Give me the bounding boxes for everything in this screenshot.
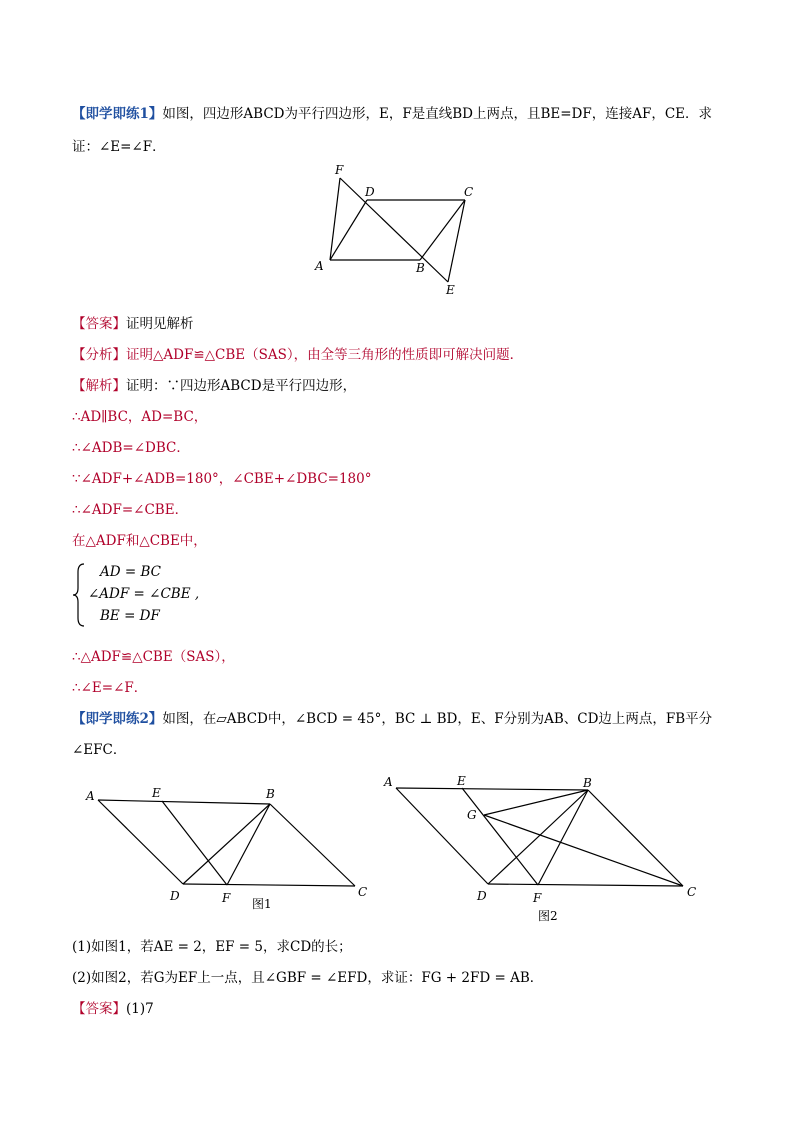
ex2-question1: (1)如图1，若AE = 2，EF = 5，求CD的长；	[72, 939, 352, 955]
ex1-answer: 【答案】证明见解析	[72, 316, 194, 332]
ex1-step: ∵∠ADF+∠ADB=180°，∠CBE+∠DBC=180°	[72, 471, 372, 487]
ex2-tag: 【即学即练2】	[72, 711, 163, 727]
system-row: AD = BC	[100, 564, 161, 580]
ex1-label-D: D	[365, 185, 375, 199]
ex2-question2: (2)如图2，若G为EF上一点，且∠GBF = ∠EFD，求证：FG + 2FD = AB．	[72, 970, 544, 986]
ex1-analysis-tag: 【分析】	[72, 347, 126, 363]
system-row: BE = DF	[100, 608, 160, 624]
ex1-step: ∴AD∥BC，AD=BC，	[72, 409, 208, 425]
ex1-step: ∴△ADF≌△CBE（SAS），	[72, 649, 235, 665]
ex1-answer-tag: 【答案】	[72, 316, 126, 332]
ex1-label-C: C	[464, 185, 474, 199]
fig1-label-F: F	[222, 891, 231, 905]
fig2-label-A: A	[384, 775, 393, 789]
ex2-figure1	[80, 778, 380, 918]
fig2-label-F: F	[533, 891, 542, 905]
fig1-caption: 图1	[252, 897, 272, 911]
ex1-text1: 如图，四边形ABCD为平行四边形，E，F是直线BD上两点，且BE=DF，连接AF，CE．求	[162, 106, 713, 122]
fig2-label-C: C	[687, 885, 697, 899]
fig1-label-C: C	[358, 885, 368, 899]
ex1-label-A: A	[315, 259, 324, 273]
ex1-solution-tag: 【解析】	[72, 378, 126, 394]
ex1-label-E: E	[446, 283, 455, 297]
ex2-answer-tag: 【答案】	[72, 1001, 126, 1017]
fig1-label-E: E	[152, 786, 161, 800]
ex1-tag: 【即学即练1】	[72, 106, 163, 122]
ex1-label-B: B	[416, 261, 425, 275]
ex1-step: ∴∠ADB=∠DBC．	[72, 440, 190, 456]
ex1-label-F: F	[335, 163, 344, 177]
ex2-problem-line1: 【即学即练2】如图，在▱ABCD中，∠BCD = 45°，BC ⊥ BD，E、F分别为AB、CD边上两点，FB平分	[72, 711, 713, 727]
fig2-label-G: G	[467, 808, 477, 822]
fig1-label-D: D	[170, 889, 180, 903]
ex1-problem-line1	[72, 102, 712, 122]
ex1-text2: 证：∠E=∠F．	[72, 139, 166, 155]
fig1-label-B: B	[266, 787, 275, 801]
ex2-answer: 【答案】(1)7	[72, 1001, 154, 1017]
ex1-step: 在△ADF和△CBE中，	[72, 533, 207, 549]
fig2-label-B: B	[583, 776, 592, 790]
fig2-caption: 图2	[538, 909, 558, 923]
ex1-step: ∴∠E=∠F．	[72, 680, 148, 696]
brace-icon	[72, 562, 86, 628]
fig2-label-D: D	[477, 889, 487, 903]
ex1-figure	[310, 160, 480, 300]
fig1-label-A: A	[86, 789, 95, 803]
ex2-text2: ∠EFC．	[72, 742, 127, 758]
ex1-solution: 【解析】证明：∵四边形ABCD是平行四边形，	[72, 378, 357, 394]
ex1-equation-system	[72, 562, 212, 628]
fig2-label-E: E	[457, 774, 466, 788]
ex1-step: ∴∠ADF=∠CBE．	[72, 502, 189, 518]
ex1-analysis: 【分析】证明△ADF≌△CBE（SAS），由全等三角形的性质即可解决问题．	[72, 347, 524, 363]
system-row: ∠ADF = ∠CBE ,	[88, 586, 200, 602]
ex2-figure2	[378, 768, 708, 928]
